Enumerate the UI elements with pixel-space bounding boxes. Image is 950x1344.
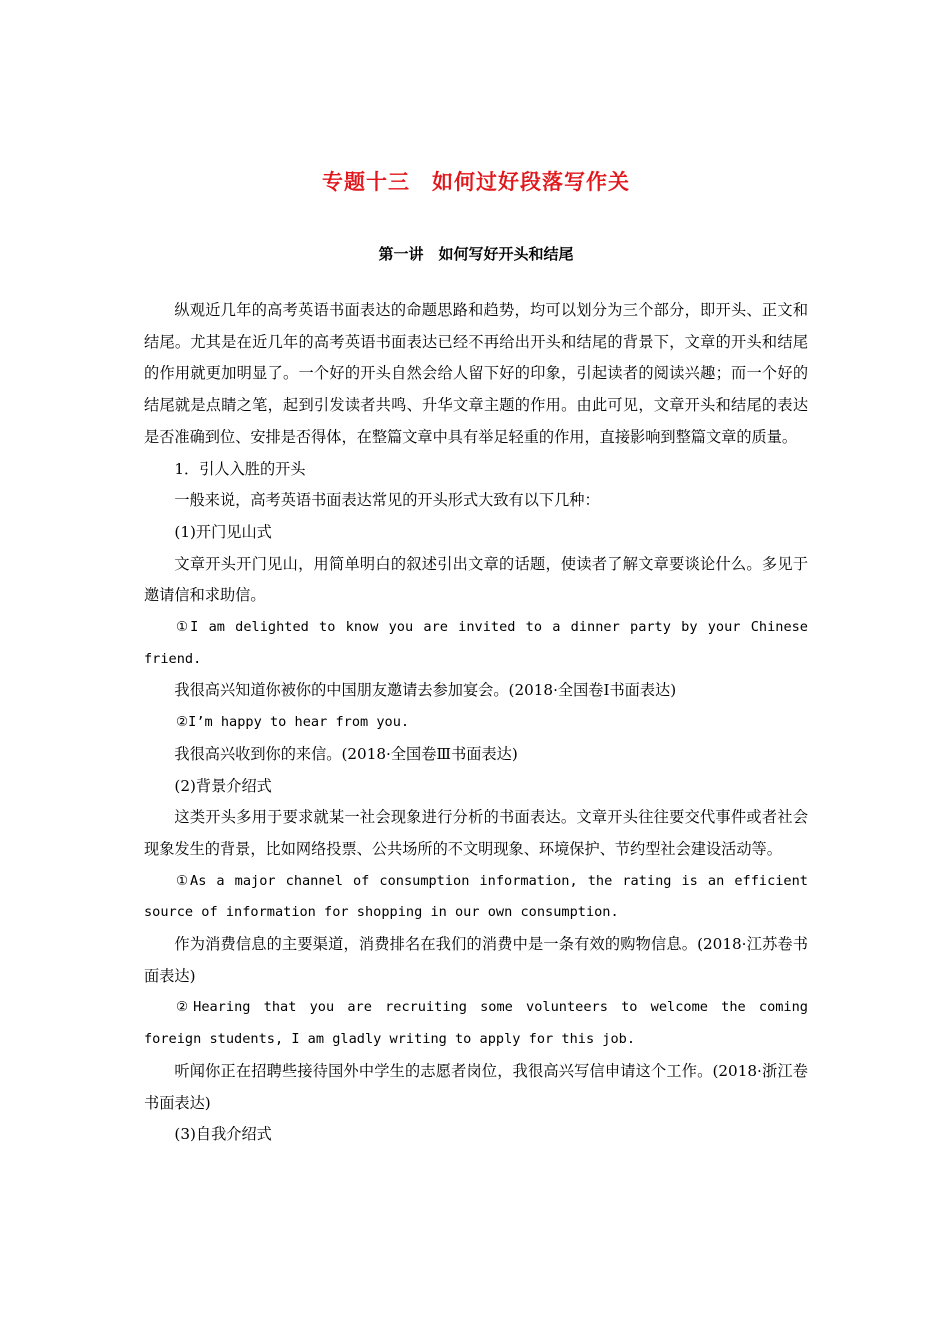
subsection-heading: (2)背景介绍式 xyxy=(174,776,272,795)
document-title: 专题十三 如何过好段落写作关 xyxy=(322,170,630,194)
example-translation: 我很高兴知道你被你的中国朋友邀请去参加宴会。(2018·全国卷Ⅰ书面表达) xyxy=(174,681,677,700)
intro-paragraph: 纵观近几年的高考英语书面表达的命题思路和趋势，均可以划分为三个部分，即开头、正文和结尾。尤其是在近几年的高考英语书面表达已经不再给出开头和结尾的背景下，文章的开头和结尾的作用就更加明显了。一个好的开头自然会给人留下好的印象，引起读者的阅读兴趣；而一个好的结尾就是点睛之笔，起到引发读者共鸣、升华文章主题的作用。由此可见，文章开头和结尾的表达是否准确到位、安排是否得体，在整篇文章中具有举足轻重的作用，直接影响到整篇文章的质量。 xyxy=(144,301,808,446)
example-english: ①I am delighted to know you are invited to a dinner party by your Chinese friend. xyxy=(144,619,808,667)
subsection-heading: (3)自我介绍式 xyxy=(174,1125,272,1144)
example-translation: 作为消费信息的主要渠道，消费排名在我们的消费中是一条有效的购物信息。(2018·江苏卷书面表达) xyxy=(144,935,808,985)
example-translation: 我很高兴收到你的来信。(2018·全国卷Ⅲ书面表达) xyxy=(174,744,518,763)
document-body xyxy=(144,295,808,1151)
example-english: ②Hearing that you are recruiting some volunteers to welcome the coming foreign students, I am gladly writing to apply for this job. xyxy=(144,999,808,1048)
body-paragraph: 这类开头多用于要求就某一社会现象进行分析的书面表达。文章开头往往要交代事件或者社会现象发生的背景，比如网络投票、公共场所的不文明现象、环境保护、节约型社会建设活动等。 xyxy=(144,808,808,858)
section-heading: 1．引人入胜的开头 xyxy=(174,459,306,478)
body-paragraph: 文章开头开门见山，用简单明白的叙述引出文章的话题，使读者了解文章要谈论什么。多见于邀请信和求助信。 xyxy=(144,554,808,605)
body-paragraph: 一般来说，高考英语书面表达常见的开头形式大致有以下几种： xyxy=(174,491,600,510)
example-english: ①As a major channel of consumption information, the rating is an efficient source of information for shopping in our own consumption. xyxy=(144,872,808,921)
lecture-subtitle: 第一讲 如何写好开头和结尾 xyxy=(378,245,574,263)
example-english: ②I’m happy to hear from you. xyxy=(175,714,410,731)
subsection-heading: (1)开门见山式 xyxy=(174,522,272,541)
example-translation: 听闻你正在招聘些接待国外中学生的志愿者岗位，我很高兴写信申请这个工作。(2018·浙江卷书面表达) xyxy=(144,1061,808,1112)
